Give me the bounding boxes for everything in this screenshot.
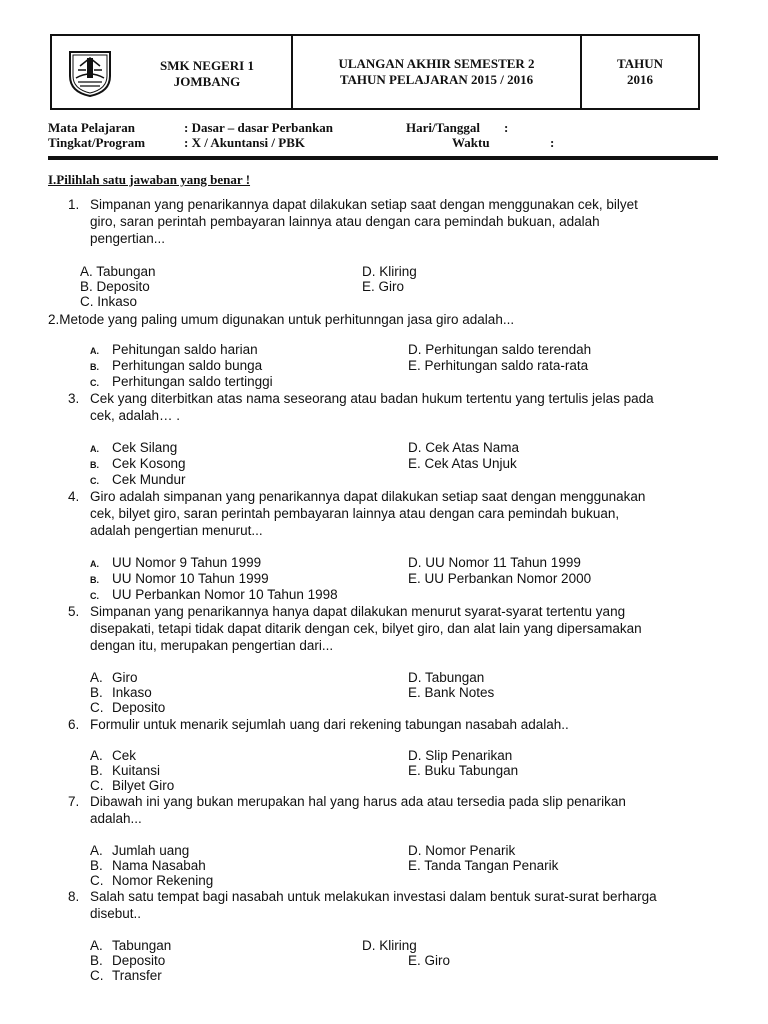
- option-text: Cek Kosong: [112, 456, 186, 471]
- answer-option[interactable]: [90, 938, 171, 953]
- answer-option[interactable]: [362, 264, 417, 279]
- answer-option[interactable]: [90, 571, 269, 588]
- option-text: Cek Silang: [112, 440, 178, 455]
- option-text: Nama Nasabah: [112, 858, 206, 873]
- exam-title: ULANGAN AKHIR SEMESTER 2: [338, 56, 535, 71]
- answer-option[interactable]: [90, 873, 213, 888]
- option-text: Perhitungan saldo bunga: [112, 358, 263, 373]
- answer-option[interactable]: [90, 670, 138, 685]
- academic-year: TAHUN PELAJARAN 2015 / 2016: [339, 72, 534, 87]
- answer-option[interactable]: [408, 763, 518, 778]
- header-table: [50, 34, 700, 110]
- option-letter: C.: [90, 873, 104, 888]
- answer-option[interactable]: [90, 700, 165, 715]
- answer-option[interactable]: [362, 938, 417, 953]
- option-text: Tabungan: [112, 938, 172, 953]
- option-text: E. Tanda Tangan Penarik: [408, 858, 559, 873]
- option-text: E. Bank Notes: [408, 685, 495, 700]
- level-label: Tingkat/Program: [48, 135, 146, 150]
- question-text: disepakati, tetapi tidak dapat ditarik dengan cek, bilyet giro, dan alat lain yang dipersamakan: [90, 621, 642, 636]
- option-text: Cek: [112, 748, 137, 763]
- option-text: D. Kliring: [362, 264, 417, 279]
- date-value: :: [504, 120, 509, 135]
- question-number: 3.: [68, 391, 80, 406]
- option-letter: B.: [90, 362, 99, 372]
- option-letter: A.: [90, 670, 103, 685]
- option-text: Cek Mundur: [112, 472, 186, 487]
- answer-option[interactable]: [408, 555, 581, 570]
- answer-option[interactable]: [408, 685, 494, 700]
- section-title: I.Pilihlah satu jawaban yang benar !: [48, 172, 251, 187]
- date-label: Hari/Tanggal: [406, 120, 480, 135]
- option-text: D. Kliring: [362, 938, 417, 953]
- question-number: 8.: [68, 889, 80, 904]
- question-text: pengertian...: [90, 231, 166, 246]
- option-letter: B.: [90, 575, 99, 585]
- answer-option[interactable]: [90, 748, 136, 763]
- option-letter: A.: [90, 748, 103, 763]
- question-text: Simpanan yang penarikannya dapat dilakukan setiap saat dengan menggunakan cek, bilyet: [90, 197, 638, 212]
- option-letter: C.: [90, 591, 99, 601]
- question-text: Salah satu tempat bagi nasabah untuk melakukan investasi dalam bentuk surat-surat berharga: [90, 889, 657, 904]
- question-text: Giro adalah simpanan yang penarikannya dapat dilakukan setiap saat dengan menggunakan: [90, 489, 646, 504]
- answer-option[interactable]: [90, 440, 177, 457]
- option-letter: A.: [90, 444, 99, 454]
- option-text: D. Perhitungan saldo terendah: [408, 342, 592, 357]
- question-text: Dibawah ini yang bukan merupakan hal yang harus ada atau tersedia pada slip penarikan: [90, 794, 626, 809]
- option-letter: C.: [90, 778, 104, 793]
- option-text: D. UU Nomor 11 Tahun 1999: [408, 555, 581, 570]
- option-text: D. Nomor Penarik: [408, 843, 516, 858]
- option-letter: C.: [90, 476, 99, 486]
- answer-option[interactable]: [90, 778, 174, 793]
- option-letter: B.: [90, 953, 103, 968]
- option-letter: B.: [90, 460, 99, 470]
- year-value: 2016: [627, 72, 653, 87]
- option-letter: B.: [90, 685, 103, 700]
- answer-option[interactable]: [408, 843, 515, 858]
- year-cell: [582, 36, 698, 108]
- question-number: 1.: [68, 197, 80, 212]
- answer-option[interactable]: [408, 670, 484, 685]
- option-text: Perhitungan saldo tertinggi: [112, 374, 273, 389]
- option-text: UU Perbankan Nomor 10 Tahun 1998: [112, 587, 338, 602]
- answer-option[interactable]: [90, 456, 186, 473]
- option-text: Deposito: [112, 700, 166, 715]
- exam-info: [48, 120, 748, 150]
- question-number: 7.: [68, 794, 80, 809]
- answer-option[interactable]: [90, 555, 261, 572]
- option-text: E. Giro: [362, 279, 405, 294]
- question-text: adalah...: [90, 811, 142, 826]
- option-letter: C.: [90, 378, 99, 388]
- answer-option[interactable]: [408, 342, 591, 357]
- exam-cell: [293, 36, 582, 108]
- option-text: UU Nomor 9 Tahun 1999: [112, 555, 262, 570]
- time-label: Waktu: [452, 135, 490, 150]
- answer-option[interactable]: [90, 472, 186, 489]
- option-text: Kuitansi: [112, 763, 161, 778]
- option-letter: A.: [90, 346, 99, 356]
- subject-value: : Dasar – dasar Perbankan: [184, 120, 334, 135]
- option-text: C. Inkaso: [80, 294, 138, 309]
- answer-option[interactable]: [408, 440, 519, 455]
- question-text: disebut..: [90, 906, 142, 921]
- answer-option[interactable]: [90, 953, 165, 968]
- option-letter: A.: [90, 938, 103, 953]
- option-text: D. Cek Atas Nama: [408, 440, 520, 455]
- answer-option[interactable]: [408, 456, 517, 471]
- option-text: Jumlah uang: [112, 843, 190, 858]
- year-label: TAHUN: [617, 56, 663, 71]
- option-letter: C.: [90, 700, 104, 715]
- option-text: E. Perhitungan saldo rata-rata: [408, 358, 589, 373]
- question-text: Cek yang diterbitkan atas nama seseorang atau badan hukum tertentu yang tertulis jelas pada: [90, 391, 654, 406]
- option-letter: B.: [90, 858, 103, 873]
- option-text: Nomor Rekening: [112, 873, 214, 888]
- answer-option[interactable]: [408, 858, 558, 873]
- question-text: dengan itu, merupakan pengertian dari...: [90, 638, 334, 653]
- question-text: Formulir untuk menarik sejumlah uang dari rekening tabungan nasabah adalah..: [90, 717, 569, 732]
- answer-option[interactable]: [90, 358, 262, 375]
- option-text: Inkaso: [112, 685, 152, 700]
- school-logo-icon: [66, 48, 114, 98]
- option-letter: C.: [90, 968, 104, 983]
- question-number: 4.: [68, 489, 80, 504]
- question-text: giro, saran perintah pembayaran lainnya atau dengan cara pemindah bukuan, adalah: [90, 214, 600, 229]
- option-text: UU Nomor 10 Tahun 1999: [112, 571, 269, 586]
- option-text: E. Buku Tabungan: [408, 763, 519, 778]
- answer-option[interactable]: [90, 843, 189, 858]
- option-text: D. Tabungan: [408, 670, 485, 685]
- school-cell: [52, 36, 293, 108]
- option-letter: A.: [90, 843, 103, 858]
- question-number: 6.: [68, 717, 80, 732]
- option-text: Deposito: [112, 953, 166, 968]
- question-text: 2.Metode yang paling umum digunakan untuk perhitunngan jasa giro adalah...: [48, 312, 515, 327]
- answer-option[interactable]: [408, 748, 512, 763]
- answer-option[interactable]: [408, 571, 591, 586]
- answer-option[interactable]: [408, 953, 450, 968]
- question-text: adalah pengertian menurut...: [90, 523, 263, 538]
- answer-option[interactable]: [408, 358, 588, 373]
- answer-option[interactable]: [90, 587, 338, 604]
- answer-option[interactable]: [80, 279, 150, 294]
- option-text: D. Slip Penarikan: [408, 748, 513, 763]
- option-text: Pehitungan saldo harian: [112, 342, 258, 357]
- option-letter: A.: [90, 559, 99, 569]
- level-value: : X / Akuntansi / PBK: [184, 135, 306, 150]
- answer-option[interactable]: [90, 763, 160, 778]
- answer-option[interactable]: [80, 294, 137, 309]
- answer-option[interactable]: [90, 968, 162, 983]
- answer-option[interactable]: [90, 342, 258, 359]
- time-value: :: [550, 135, 555, 150]
- option-letter: B.: [90, 763, 103, 778]
- subject-label: Mata Pelajaran: [48, 120, 136, 135]
- answer-option[interactable]: [90, 374, 273, 391]
- header-divider: [48, 156, 718, 160]
- option-text: B. Deposito: [80, 279, 150, 294]
- answer-option[interactable]: [90, 685, 152, 700]
- option-text: Giro: [112, 670, 138, 685]
- school-name: SMK NEGERI 1: [160, 58, 254, 73]
- option-text: A. Tabungan: [80, 264, 156, 279]
- answer-option[interactable]: [80, 264, 156, 279]
- option-text: Bilyet Giro: [112, 778, 175, 793]
- option-text: Transfer: [112, 968, 162, 983]
- question-text: cek, adalah… .: [90, 408, 181, 423]
- option-text: E. UU Perbankan Nomor 2000: [408, 571, 592, 586]
- option-text: E. Giro: [408, 953, 451, 968]
- answer-option[interactable]: [362, 279, 404, 294]
- question-text: cek, bilyet giro, saran perintah pembayaran lainnya atau dengan cara pemindah bukuan,: [90, 506, 620, 521]
- school-city: JOMBANG: [173, 74, 241, 89]
- question-number: 5.: [68, 604, 80, 619]
- question-text: Simpanan yang penarikannya hanya dapat dilakukan menurut syarat-syarat tertentu yang: [90, 604, 626, 619]
- option-text: E. Cek Atas Unjuk: [408, 456, 517, 471]
- answer-option[interactable]: [90, 858, 206, 873]
